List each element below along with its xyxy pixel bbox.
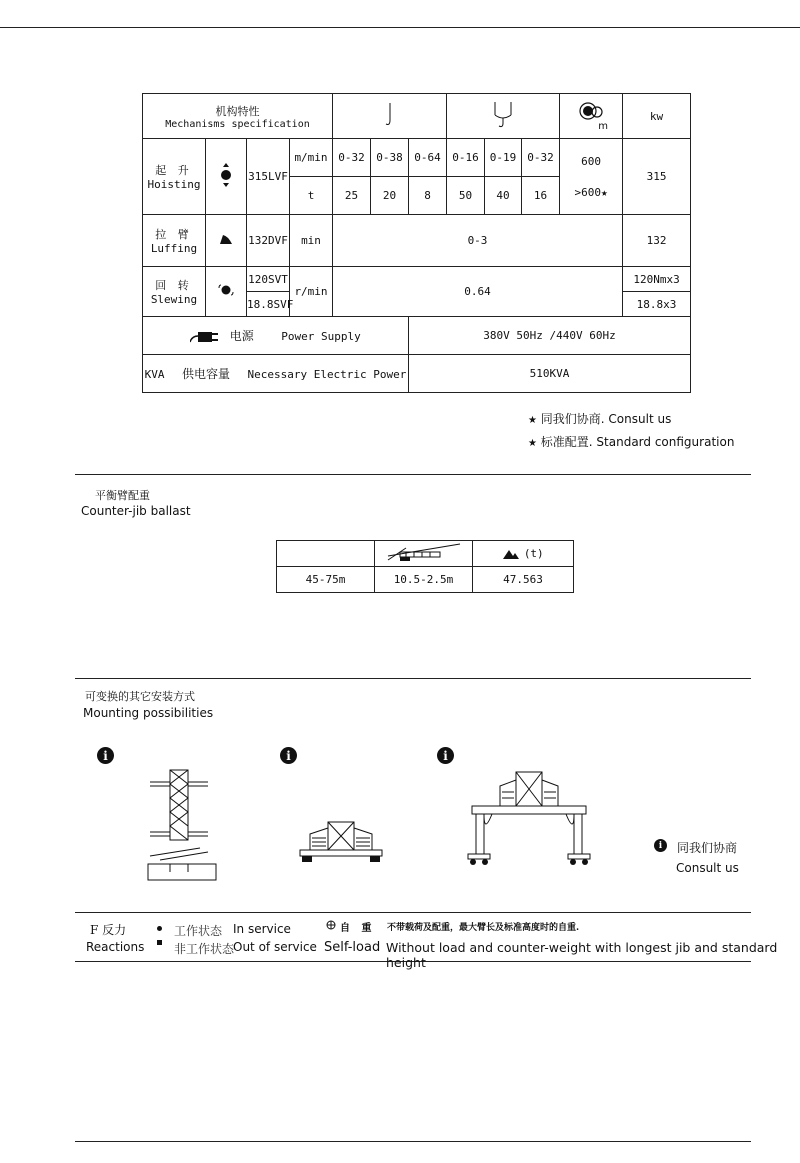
power-supply-en: Power Supply (281, 330, 361, 343)
hoisting-height-top: 600 (581, 154, 601, 168)
slewing-motor-top: 120SVT (247, 267, 290, 292)
hoisting-label-en: Hoisting (147, 178, 201, 191)
hoisting-load: 16 (522, 177, 560, 215)
mechanisms-spec-table (142, 93, 691, 393)
luffing-value: 0-3 (333, 215, 623, 267)
self-load-cn: 自 重 (340, 923, 376, 934)
hoisting-load: 20 (371, 177, 409, 215)
slewing-label-cn: 回 转 (155, 279, 193, 292)
plug-icon (190, 330, 220, 344)
self-load-icon (326, 920, 336, 930)
slewing-value: 0.64 (333, 267, 623, 317)
drum-icon (578, 101, 604, 121)
slewing-label-en: Slewing (150, 293, 198, 306)
power-supply-label (143, 317, 409, 355)
ballast-jib-icon-cell (375, 541, 473, 567)
spec-title-en: Mechanisms specification (165, 118, 310, 130)
ballast-weight-header (473, 541, 574, 567)
power-supply-cn: 电源 (229, 329, 254, 343)
kva-prefix: KVA (144, 368, 165, 381)
info-icon: i (280, 747, 297, 764)
hoisting-kw: 315 (623, 139, 691, 215)
hoisting-speed: 0-64 (409, 139, 447, 177)
mounting-consult-cn: 同我们协商 (677, 841, 738, 855)
hoisting-load: 40 (485, 177, 522, 215)
ballast-title-en: Counter-jib ballast (81, 504, 191, 518)
weight-icon (502, 548, 520, 560)
star-icon: ★ (528, 438, 537, 449)
electric-power-cn: 供电容量 (181, 367, 230, 381)
reactions-en: Reactions (86, 940, 145, 954)
note-standard (528, 433, 734, 450)
hoisting-speed: 0-38 (371, 139, 409, 177)
hoisting-unit-load: t (290, 177, 333, 215)
hoist-motor-icon (220, 162, 232, 188)
tower-mounting-diagram (140, 768, 222, 883)
double-hook-cell (447, 94, 560, 139)
self-load-desc-cn: 不带载荷及配重，最大臂长及标准高度时的自重. (387, 923, 580, 933)
bottom-rule (75, 1141, 751, 1142)
luffing-label-en: Luffing (150, 242, 198, 255)
note-standard-text: 标准配置. Standard configuration (540, 435, 735, 449)
hoisting-speed: 0-32 (522, 139, 560, 177)
hoisting-label-cn: 起 升 (155, 164, 193, 177)
spec-header-title (143, 94, 333, 139)
luffing-label-cn: 拉 臂 (155, 228, 193, 241)
ballast-header-empty (277, 541, 375, 567)
section-rule (75, 678, 751, 679)
double-hook-icon (491, 101, 515, 129)
kw-header: kw (623, 94, 691, 139)
luffing-kw: 132 (623, 215, 691, 267)
in-service-cn: 工作状态 (174, 924, 223, 938)
slewing-motor-icon (217, 283, 235, 297)
height-unit-m: m (598, 120, 609, 132)
ballast-jib-length: 45-75m (277, 567, 375, 593)
spec-title-cn: 机构特性 (215, 104, 260, 118)
electric-power-value: 510KVA (409, 355, 691, 393)
luffing-motor-icon (219, 233, 233, 245)
hoisting-icon-cell (206, 139, 247, 215)
ballast-table (276, 540, 574, 593)
power-supply-value: 380V 50Hz /440V 60Hz (409, 317, 691, 355)
self-load-desc-en: Without load and counter-weight with longest jib and standard height (386, 940, 778, 970)
info-icon: i (654, 839, 667, 852)
luffing-motor: 132DVF (247, 215, 290, 267)
hoisting-label (143, 139, 206, 215)
hoisting-height-bottom: >600 (574, 185, 601, 199)
slewing-unit: r/min (290, 267, 333, 317)
mounting-consult-en: Consult us (676, 861, 739, 875)
portal-gantry-diagram (464, 770, 594, 866)
slewing-kw-top: 120Nmx3 (623, 267, 691, 292)
slewing-kw-bottom: 18.8x3 (623, 292, 691, 317)
reactions-cn: F 反力 (90, 923, 127, 937)
hoisting-load: 8 (409, 177, 447, 215)
top-rule (0, 27, 800, 28)
hoisting-unit-speed: m/min (290, 139, 333, 177)
hoisting-load: 25 (333, 177, 371, 215)
note-consult (528, 410, 671, 427)
info-icon: i (97, 747, 114, 764)
section-rule (75, 474, 751, 475)
hoisting-speed: 0-19 (485, 139, 522, 177)
slewing-icon-cell (206, 267, 247, 317)
self-load-en: Self-load (324, 940, 381, 955)
electric-power-en: Necessary Electric Power (247, 368, 407, 381)
base-frame-diagram (298, 818, 384, 866)
star-icon: ★ (528, 415, 537, 426)
ballast-title-cn: 平衡臂配重 (95, 489, 150, 502)
counter-jib-icon (386, 542, 462, 562)
single-hook-cell (333, 94, 447, 139)
electric-power-label (143, 355, 409, 393)
hoisting-height-cell (560, 139, 623, 215)
slewing-motor-bottom: 18.8SVF (247, 292, 290, 317)
out-service-square-icon (157, 940, 162, 945)
drum-height-cell (560, 94, 623, 139)
hoisting-load: 50 (447, 177, 485, 215)
hoisting-speed: 0-16 (447, 139, 485, 177)
ballast-weight: 47.563 (473, 567, 574, 593)
note-consult-text: 同我们协商. Consult us (540, 412, 672, 426)
slewing-label (143, 267, 206, 317)
hoisting-motor: 315LVF (247, 139, 290, 215)
luffing-unit: min (290, 215, 333, 267)
single-hook-icon (383, 102, 397, 128)
mounting-title-en: Mounting possibilities (83, 706, 214, 720)
ballast-title (95, 487, 150, 503)
legend-rule-top (75, 912, 751, 913)
consult-star-icon: ★ (600, 185, 608, 199)
ballast-counter-jib: 10.5-2.5m (375, 567, 473, 593)
out-service-en: Out of service (233, 940, 317, 954)
in-service-en: In service (233, 922, 291, 936)
weight-unit: (t) (523, 547, 544, 560)
info-icon: i (437, 747, 454, 764)
mounting-title-cn: 可变换的其它安装方式 (85, 690, 195, 703)
hoisting-speed: 0-32 (333, 139, 371, 177)
luffing-label (143, 215, 206, 267)
luffing-icon-cell (206, 215, 247, 267)
in-service-bullet-icon (157, 926, 162, 931)
out-service-cn: 非工作状态 (174, 942, 235, 956)
